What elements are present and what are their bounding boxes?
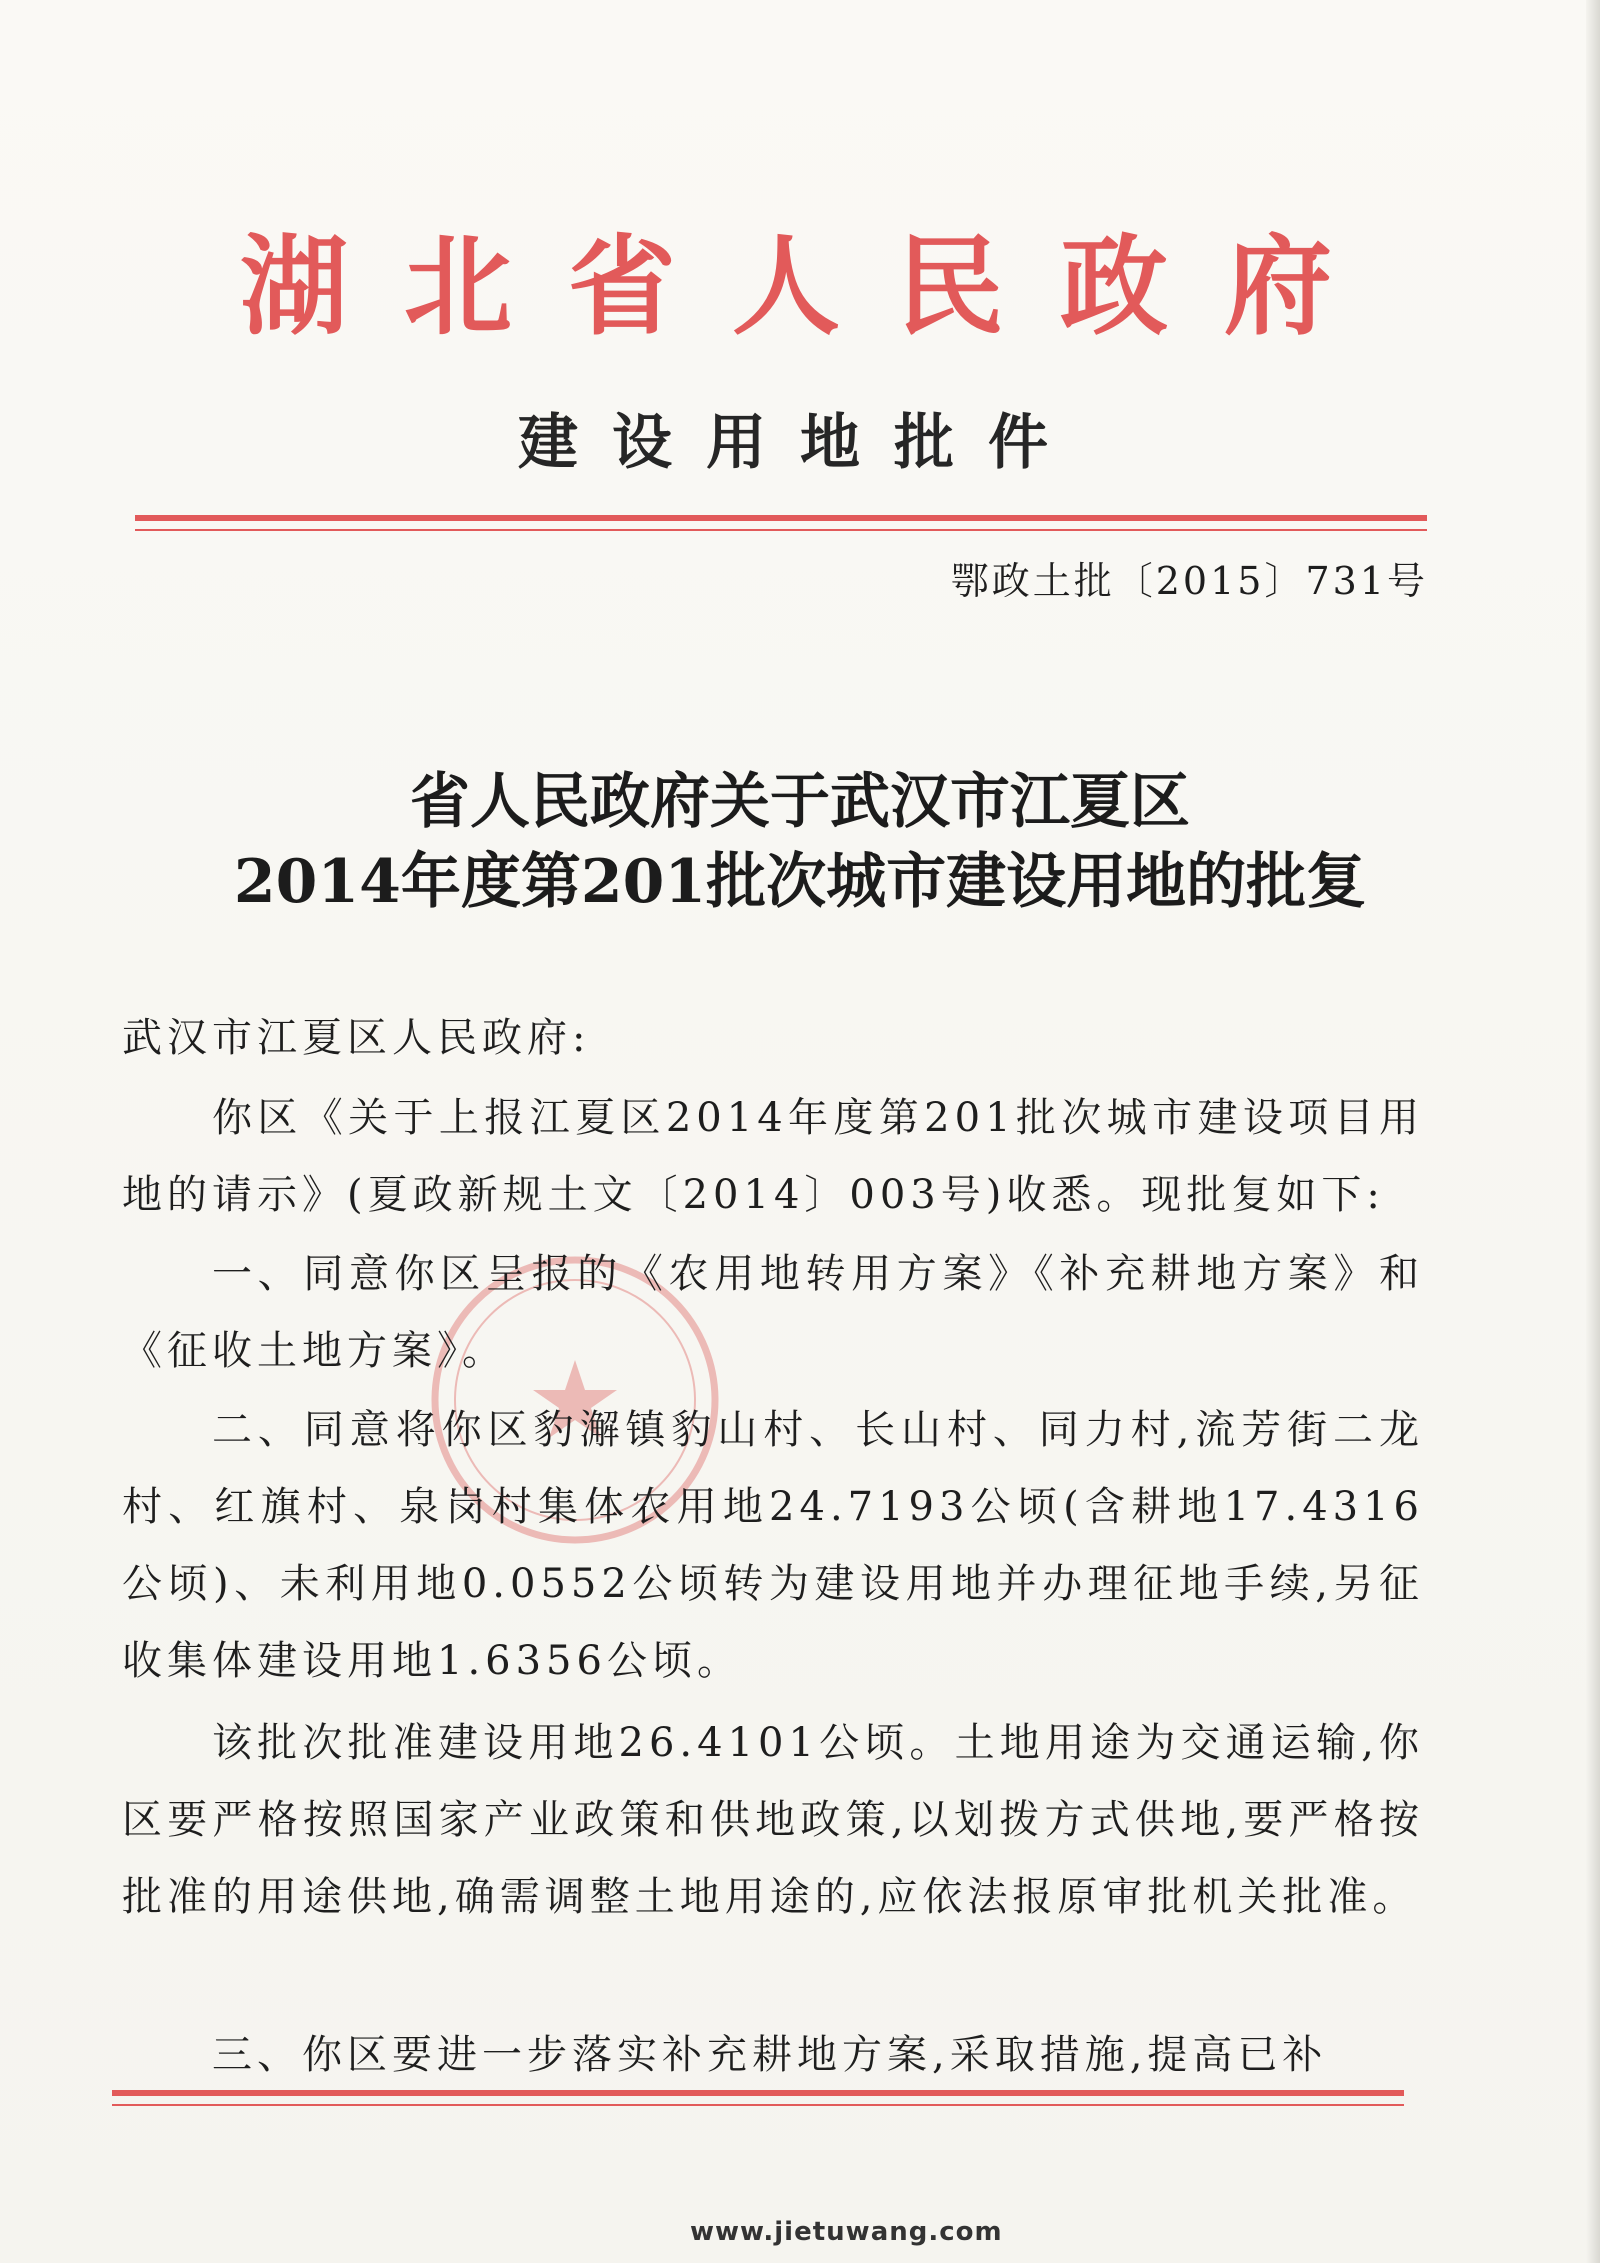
document-number: 鄂政土批〔2015〕731号 xyxy=(950,559,1428,603)
body-paragraph-2: 一、同意你区呈报的《农用地转用方案》《补充耕地方案》和《征收土地方案》。 xyxy=(122,1251,1424,1374)
document-title-line-1: 省人民政府关于武汉市江夏区 xyxy=(410,767,1190,837)
letterhead-divider-thick xyxy=(135,515,1427,521)
footer-divider-thick xyxy=(112,2090,1404,2096)
letterhead-document-type: 建设用地批件 xyxy=(518,408,1082,478)
letterhead-divider-thin xyxy=(135,529,1427,531)
scan-edge-shadow xyxy=(1586,0,1600,2263)
addressee: 武汉市江夏区人民政府: xyxy=(122,1015,591,1061)
body-paragraph-1: 你区《关于上报江夏区2014年度第201批次城市建设项目用地的请示》(夏政新规土文〔2014〕003号)收悉。现批复如下: xyxy=(122,1095,1424,1218)
site-watermark: www.jietuwang.com xyxy=(690,2217,1003,2247)
body-paragraph-5: 三、你区要进一步落实补充耕地方案,采取措施,提高已补 xyxy=(212,2032,1328,2078)
document-title-line-2: 2014年度第201批次城市建设用地的批复 xyxy=(233,847,1367,917)
footer-divider-thin xyxy=(112,2104,1404,2106)
letterhead-organization: 湖北省人民政府 xyxy=(240,225,1389,350)
body-paragraph-4: 该批次批准建设用地26.4101公顷。土地用途为交通运输,你区要严格按照国家产业政策和供地政策,以划拨方式供地,要严格按批准的用途供地,确需调整土地用途的,应依法报原审批机关批准。 xyxy=(122,1720,1424,1920)
body-paragraph-3: 二、同意将你区豹澥镇豹山村、长山村、同力村,流芳街二龙村、红旗村、泉岗村集体农用地24.7193公顷(含耕地17.4316公顷)、未利用地0.0552公顷转为建设用地并办理征地手续,另征收集体建设用地1.6356公顷。 xyxy=(122,1407,1424,1684)
